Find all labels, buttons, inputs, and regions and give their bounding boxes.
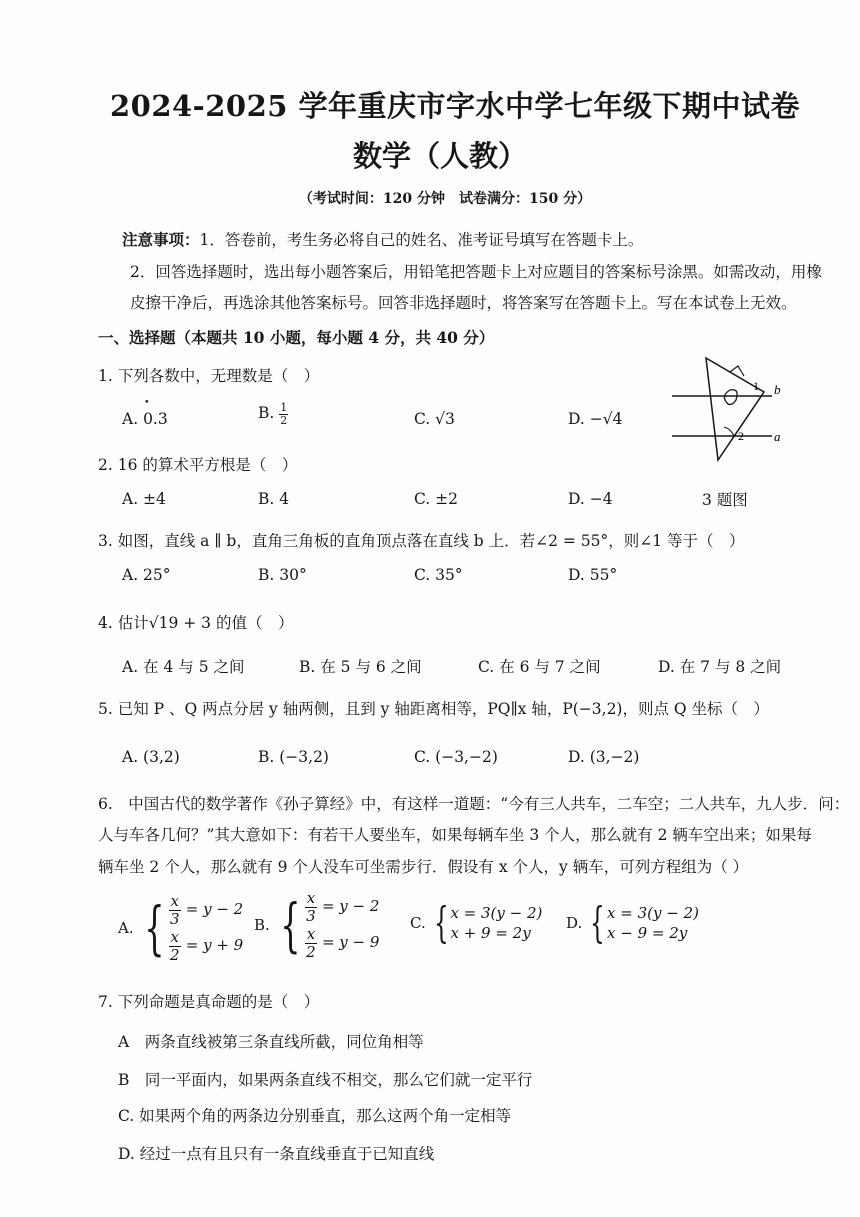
- q6-option-a: A. { $\frac{x}{3}$ = y − 2 $\frac{x}{2}$ = y + 9: [118, 892, 244, 964]
- q6-line-3: 辆车坐 2 个人，那么就有 9 个人没车可坐需步行．假设有 x 个人，y 辆车，可列方程组为（ ）: [98, 858, 749, 876]
- q2-option-b: B. 4: [258, 490, 290, 508]
- q4-option-a: A. 在 4 与 5 之间: [122, 658, 245, 676]
- q5-option-d: D. (3,−2): [568, 748, 640, 766]
- label-b: b: [774, 382, 781, 397]
- q1-option-a: A. 0.3 •: [122, 410, 168, 428]
- triangle-ruler: [706, 358, 764, 460]
- q3-stem: 3. 如图，直线 a ∥ b，直角三角板的直角顶点落在直线 b 上．若∠2 = 55°，则∠1 等于（ ）: [98, 532, 745, 550]
- q1-option-d: D. −√4: [568, 410, 623, 428]
- q6-a-row-2: $\frac{x}{2}$ = y + 9: [169, 928, 244, 964]
- q3-option-b: B. 30°: [258, 566, 307, 584]
- q4-option-d: D. 在 7 与 8 之间: [658, 658, 782, 676]
- q3-figure: [668, 352, 798, 464]
- q4-option-c: C. 在 6 与 7 之间: [478, 658, 601, 676]
- q1-option-b: B. $\frac{1}{2}$: [258, 401, 288, 427]
- angle-scribble: [724, 390, 737, 405]
- q7-option-a: A 两条直线被第三条直线所截，同位角相等: [118, 1033, 424, 1051]
- q1-a-value: 0.3 •: [143, 410, 168, 428]
- q6-option-c: C. { x = 3(y − 2) x + 9 = 2y: [410, 898, 543, 947]
- angle-2-arc: [724, 427, 734, 436]
- label-a: a: [774, 429, 781, 444]
- q4-stem: 4. 估计√19 + 3 的值（ ）: [98, 614, 294, 632]
- label-angle-1: 1: [753, 379, 759, 393]
- q6-d-row-2: x − 9 = 2y: [607, 924, 688, 942]
- q5-option-a: A. (3,2): [122, 748, 180, 766]
- q1-stem: 1. 下列各数中，无理数是（ ）: [98, 367, 320, 385]
- q3-option-d: D. 55°: [568, 566, 618, 584]
- q6-c-row-1: x = 3(y − 2): [450, 904, 543, 922]
- q3-option-a: A. 25°: [122, 566, 171, 584]
- q2-option-d: D. −4: [568, 490, 613, 508]
- q6-c-row-2: x + 9 = 2y: [450, 924, 531, 942]
- notice-item-1: 1．答卷前，考生务必将自己的姓名、准考证号填写在答题卡上。: [199, 231, 644, 249]
- exam-meta: （考试时间：120 分钟 试卷满分：150 分）: [298, 191, 592, 207]
- q2-stem: 2. 16 的算术平方根是（ ）: [98, 456, 298, 474]
- q7-option-c: C. 如果两个角的两条边分别垂直，那么这两个角一定相等: [118, 1107, 512, 1125]
- exam-subtitle: 数学（人教）: [352, 139, 527, 173]
- q2-option-c: C. ±2: [414, 490, 459, 508]
- q6-line-1: 6. 中国古代的数学著作《孙子算经》中，有这样一道题：“今有三人共车，二车空；二人共车，九人步．问：: [98, 795, 850, 813]
- q7-stem: 7. 下列命题是真命题的是（ ）: [98, 993, 320, 1011]
- q6-option-d: D. { x = 3(y − 2) x − 9 = 2y: [566, 898, 699, 947]
- q6-line-2: 人与车各几何？”其大意如下：有若干人要坐车，如果每辆车坐 3 个人，那么就有 2 辆车空出来；如果每: [98, 826, 812, 844]
- q6-option-b: B. { $\frac{x}{3}$ = y − 2 $\frac{x}{2}$ = y − 9: [254, 889, 380, 961]
- q6-d-row-1: x = 3(y − 2): [607, 904, 699, 922]
- notice-label: 注意事项：: [122, 230, 200, 249]
- q2-option-a: A. ±4: [122, 490, 166, 508]
- q5-option-c: C. (−3,−2): [414, 748, 498, 766]
- q1-b-fraction: $\frac{1}{2}$: [280, 401, 288, 427]
- notice-line-1: [122, 228, 643, 250]
- q6-a-row-1: $\frac{x}{3}$ = y − 2: [169, 892, 244, 928]
- q7-option-b: B 同一平面内，如果两条直线不相交，那么它们就一定平行: [118, 1071, 533, 1089]
- q5-option-b: B. (−3,2): [258, 748, 329, 766]
- q7-option-d: D. 经过一点有且只有一条直线垂直于已知直线: [118, 1145, 435, 1163]
- q4-option-b: B. 在 5 与 6 之间: [299, 658, 422, 676]
- q5-stem: 5. 已知 P 、Q 两点分居 y 轴两侧，且到 y 轴距离相等，PQ∥x 轴，P(−3,2)，则点 Q 坐标（ ）: [98, 700, 770, 718]
- exam-title: 2024-2025 学年重庆市字水中学七年级下期中试卷: [109, 89, 801, 123]
- q6-b-row-1: $\frac{x}{3}$ = y − 2: [306, 889, 380, 925]
- q6-b-row-2: $\frac{x}{2}$ = y − 9: [306, 925, 380, 961]
- q1-option-c: C. √3: [414, 410, 455, 428]
- q3-option-c: C. 35°: [414, 566, 463, 584]
- right-angle-mark: [730, 366, 744, 376]
- notice-item-2: 2．回答选择题时，选出每小题答案后，用铅笔把答题卡上对应题目的答案标号涂黑。如需改动，用橡皮擦干净后，再选涂其他答案标号。回答非选择题时，将答案写在答题卡上。写在本试卷上无效。: [130, 263, 822, 312]
- section-heading-choice: 一、选择题（本题共 10 小题，每小题 4 分，共 40 分）: [98, 328, 495, 347]
- label-angle-2: 2: [738, 429, 744, 443]
- figure-caption: 3 题图: [702, 491, 748, 509]
